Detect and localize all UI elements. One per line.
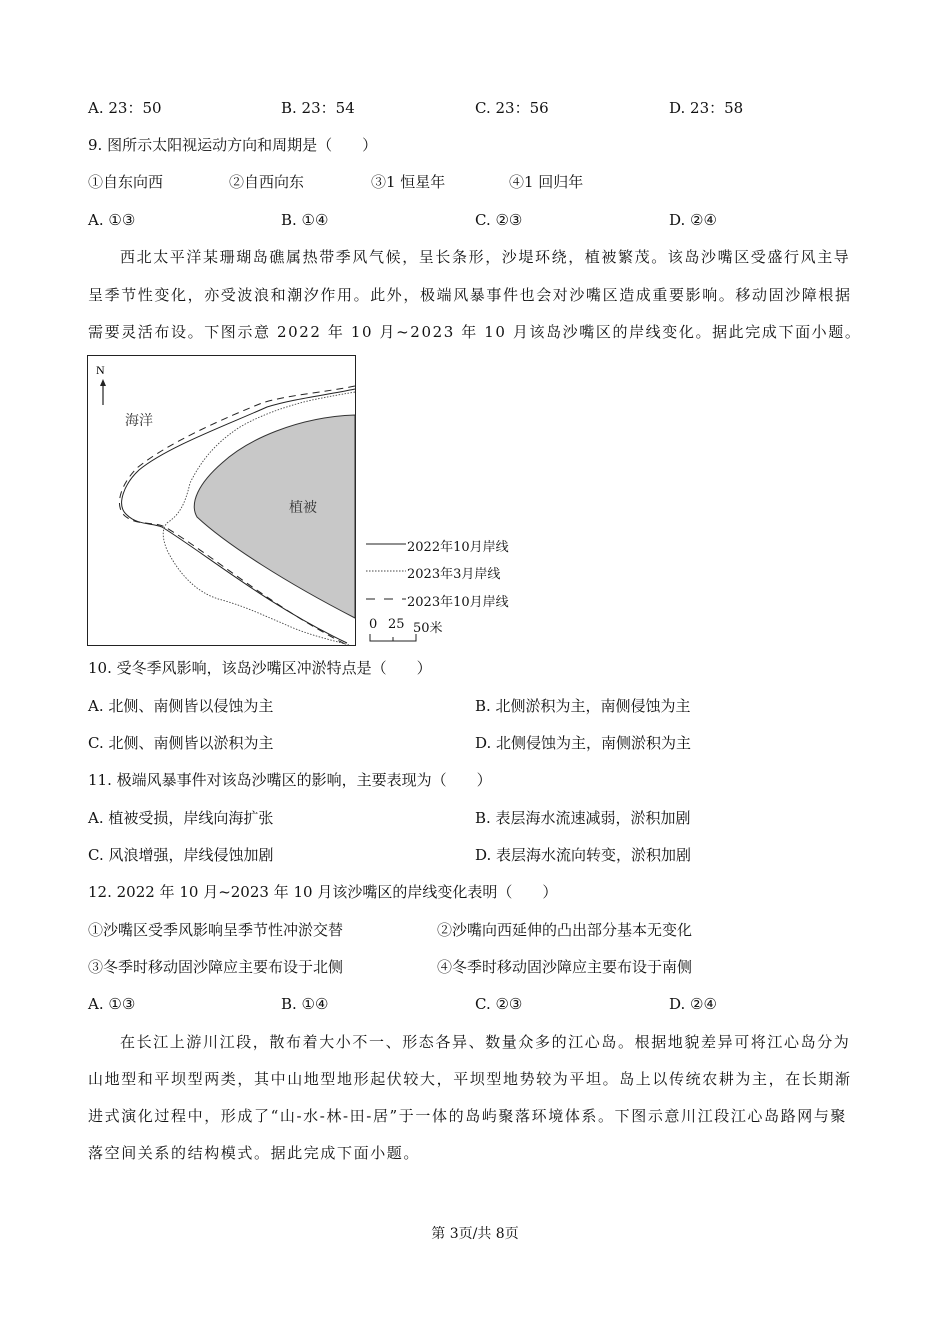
q11-option-d: D. 表层海水流向转变，淤积加剧 xyxy=(475,846,692,864)
scale-50: 50米 xyxy=(413,621,443,636)
q12-stem: 12. 2022 年 10 月~2023 年 10 月该沙嘴区的岸线变化表明（ ） xyxy=(88,883,558,901)
q11-option-c: C. 风浪增强，岸线侵蚀加剧 xyxy=(88,846,274,864)
q12-option-d: D. ②④ xyxy=(669,995,717,1013)
q11-stem: 11. 极端风暴事件对该岛沙嘴区的影响，主要表现为（ ） xyxy=(88,771,492,789)
q10-option-a: A. 北侧、南侧皆以侵蚀为主 xyxy=(88,697,274,715)
q9-stem: 9. 图所示太阳视运动方向和周期是（ ） xyxy=(88,136,378,154)
legend-symbols xyxy=(366,535,410,607)
vegetation-label: 植被 xyxy=(289,500,317,516)
q12-item-3: ③冬季时移动固沙障应主要布设于北侧 xyxy=(88,958,344,976)
q9-option-b: B. ①④ xyxy=(281,211,329,229)
q12-option-a: A. ①③ xyxy=(88,995,136,1013)
q9-item-4: ④1 回归年 xyxy=(509,173,584,191)
q9-item-2: ②自西向东 xyxy=(229,173,305,191)
q10-option-d: D. 北侧侵蚀为主，南侧淤积为主 xyxy=(475,734,692,752)
q12-option-b: B. ①④ xyxy=(281,995,329,1013)
passage1-line: 呈季节性变化，亦受波浪和潮汐作用。此外，极端风暴事件也会对沙嘴区造成重要影响。移动固沙障根据 xyxy=(88,286,852,304)
passage2-line: 落空间关系的结构模式。据此完成下面小题。 xyxy=(88,1144,421,1162)
q12-item-1: ①沙嘴区受季风影响呈季节性冲淤交替 xyxy=(88,921,344,939)
legend-2022-10: 2022年10月岸线 xyxy=(407,540,509,555)
q10-option-c: C. 北侧、南侧皆以淤积为主 xyxy=(88,734,274,752)
scale-25: 25 xyxy=(388,617,405,632)
shoreline-map xyxy=(87,355,357,647)
q9-item-3: ③1 恒星年 xyxy=(371,173,446,191)
legend-2023-03: 2023年3月岸线 xyxy=(407,567,501,582)
q8-option-b: B. 23：54 xyxy=(281,99,355,117)
page-footer: 第 3页/共 8页 xyxy=(431,1226,519,1242)
q9-option-d: D. ②④ xyxy=(669,211,717,229)
scale-0: 0 xyxy=(369,617,378,632)
q9-option-a: A. ①③ xyxy=(88,211,136,229)
passage1-line: 需要灵活布设。下图示意 2022 年 10 月~2023 年 10 月该岛沙嘴区的岸线变化。据此完成下面小题。 xyxy=(88,323,862,341)
q12-option-c: C. ②③ xyxy=(475,995,523,1013)
q11-option-b: B. 表层海水流速减弱，淤积加剧 xyxy=(475,809,691,827)
passage2-line: 山地型和平坝型两类，其中山地型地形起伏较大，平坝型地势较为平坦。岛上以传统农耕为主，在长期渐 xyxy=(88,1070,852,1088)
passage1-line: 西北太平洋某珊瑚岛礁属热带季风气候，呈长条形，沙堤环绕，植被繁茂。该岛沙嘴区受盛行风主导 xyxy=(120,248,851,266)
q9-item-1: ①自东向西 xyxy=(88,173,164,191)
legend-2023-10: 2023年10月岸线 xyxy=(407,595,509,610)
passage2-line: 在长江上游川江段，散布着大小不一、形态各异、数量众多的江心岛。根据地貌差异可将江心岛分为 xyxy=(120,1033,851,1051)
scale-bar xyxy=(369,632,419,644)
north-label: N xyxy=(96,363,105,377)
q10-stem: 10. 受冬季风影响，该岛沙嘴区冲淤特点是（ ） xyxy=(88,659,432,677)
q12-item-2: ②沙嘴向西延伸的凸出部分基本无变化 xyxy=(437,921,693,939)
q8-option-d: D. 23：58 xyxy=(669,99,744,117)
ocean-label: 海洋 xyxy=(125,413,153,429)
q8-option-a: A. 23：50 xyxy=(88,99,162,117)
q8-option-c: C. 23：56 xyxy=(475,99,549,117)
passage2-line: 进式演化过程中，形成了“山-水-林-田-居”于一体的岛屿聚落环境体系。下图示意川江段江心岛路网与聚 xyxy=(88,1107,848,1125)
q12-item-4: ④冬季时移动固沙障应主要布设于南侧 xyxy=(437,958,693,976)
q9-option-c: C. ②③ xyxy=(475,211,523,229)
q10-option-b: B. 北侧淤积为主，南侧侵蚀为主 xyxy=(475,697,691,715)
q11-option-a: A. 植被受损，岸线向海扩张 xyxy=(88,809,274,827)
